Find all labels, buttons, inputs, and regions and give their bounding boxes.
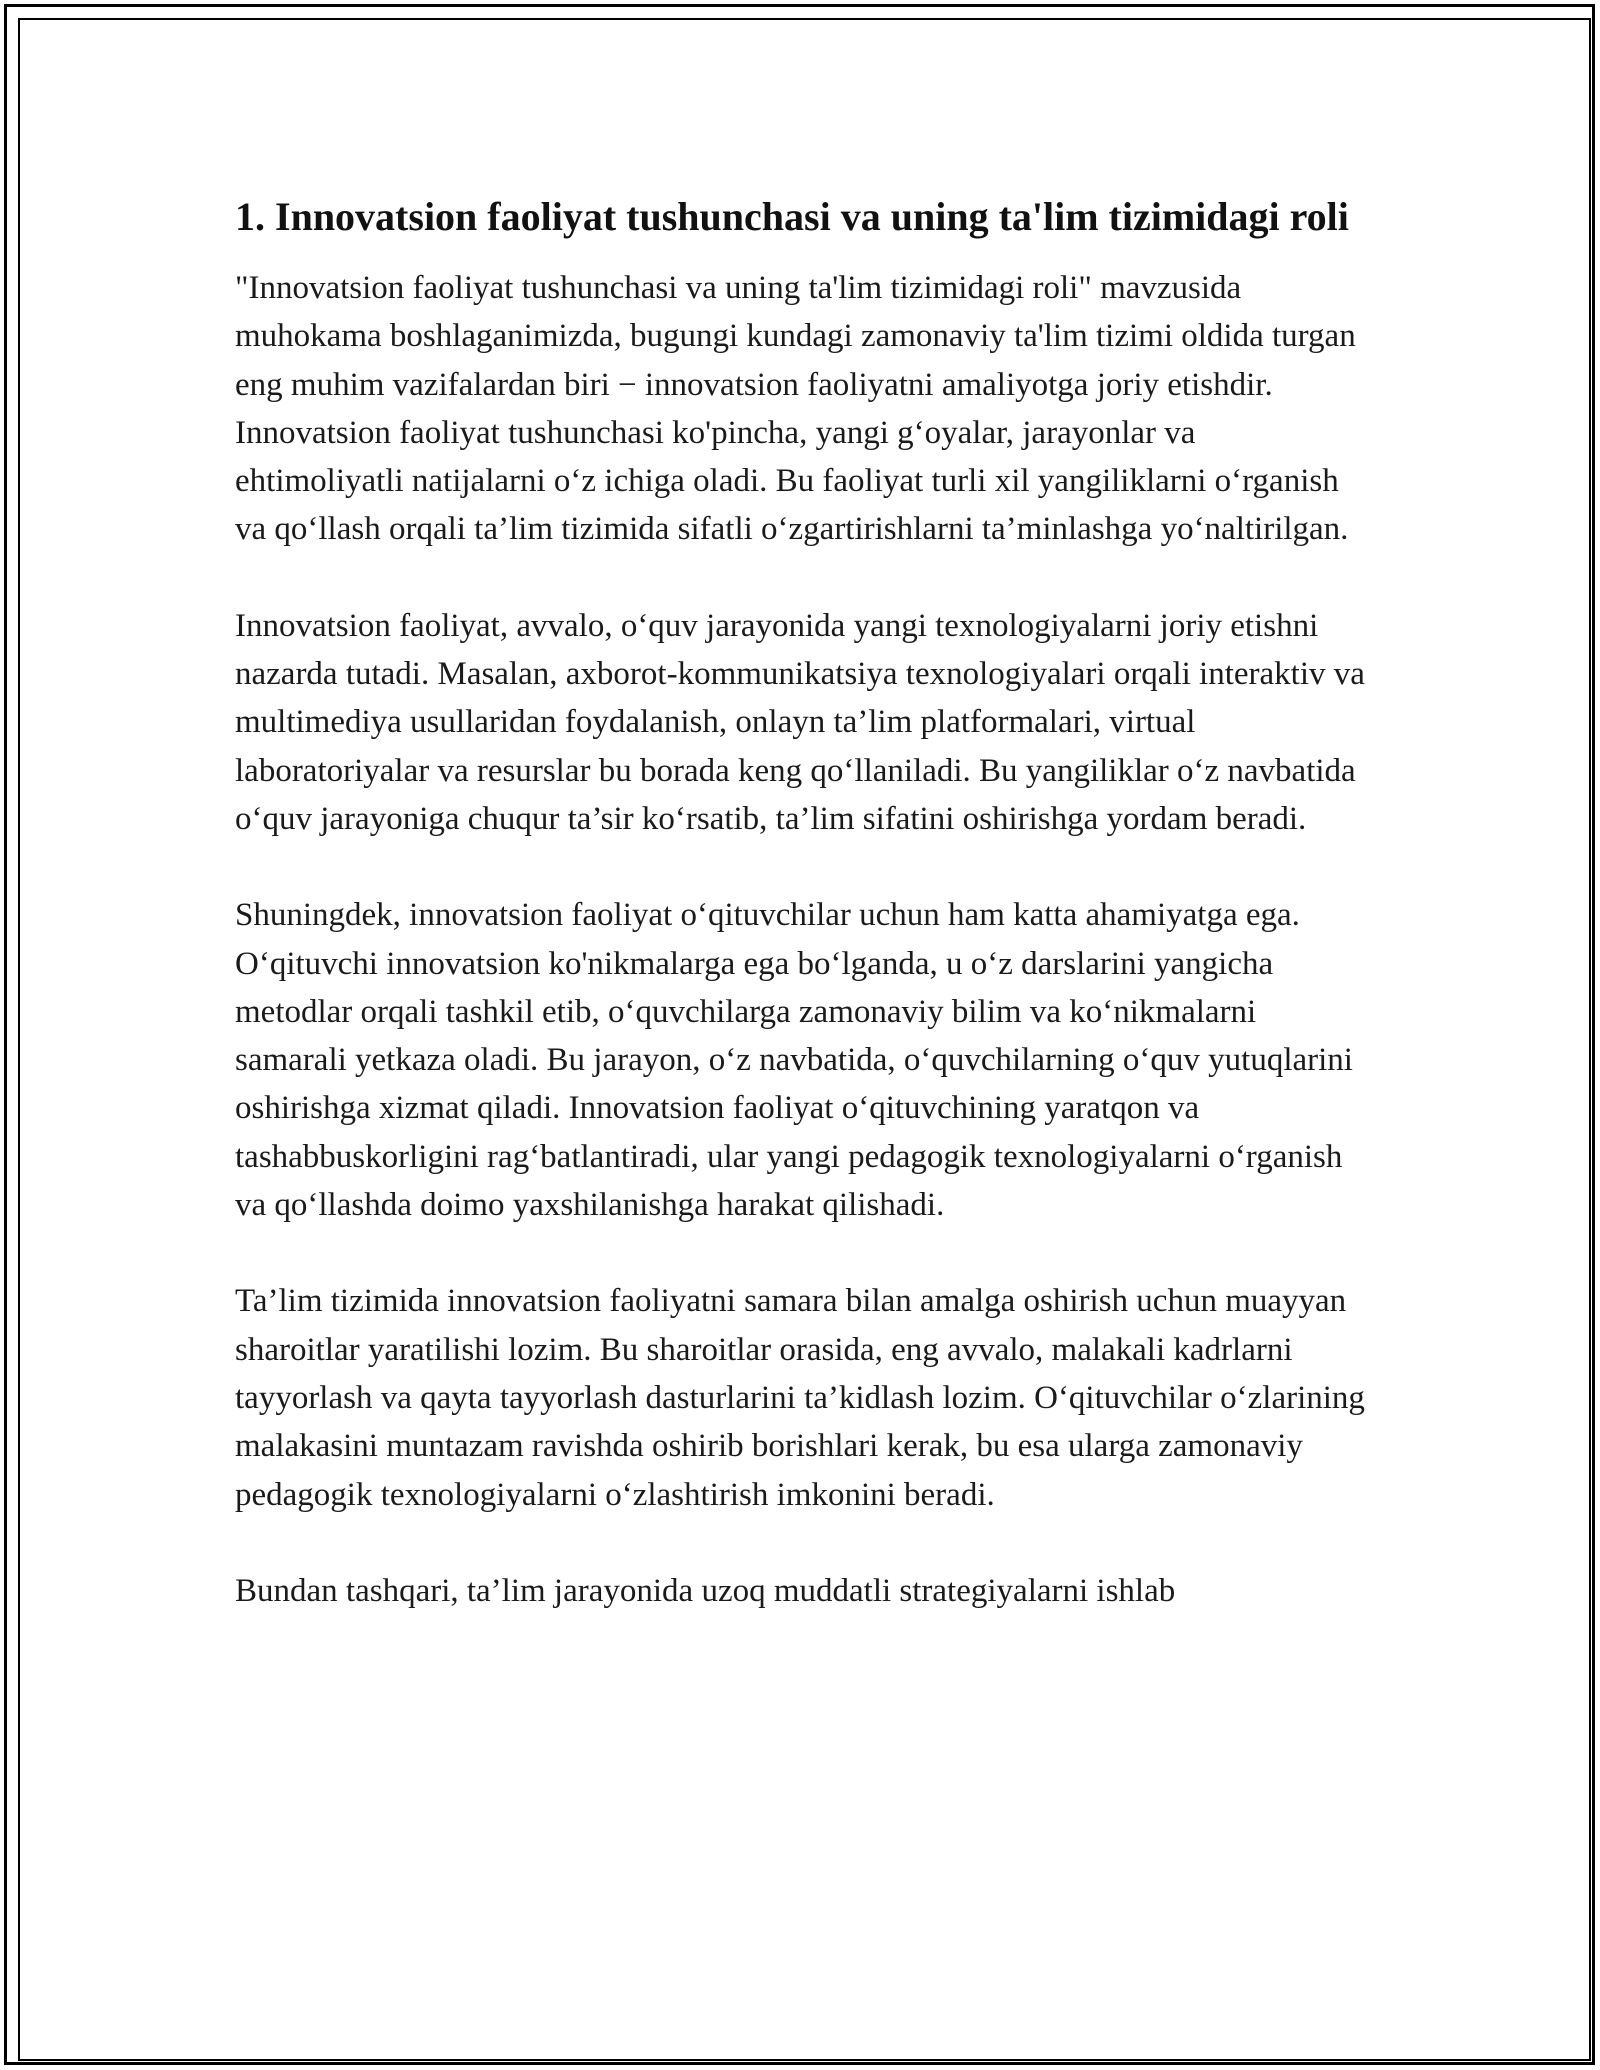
paragraph-5: Bundan tashqari, ta’lim jarayonida uzoq muddatli strategiyalarni ishlab: [235, 1572, 1176, 1609]
document-body: [235, 190, 1365, 1663]
paragraph-2: Innovatsion faoliyat, avvalo, o‘quv jarayonida yangi texnologiyalarni joriy etishni nazarda tutadi. Masalan, axborot-kommunikatsiya texnologiyalari orqali interaktiv va multimediya usullaridan foydalanish, onlayn ta’lim platformalari, virtual laboratoriyalar va resurslar bu borada keng qo‘llaniladi. Bu yangiliklar o‘z navbatida o‘quv jarayoniga chuqur ta’sir ko‘rsatib, ta’lim sifatini oshirishga yordam beradi.: [235, 607, 1365, 837]
paragraph-3: Shuningdek, innovatsion faoliyat o‘qituvchilar uchun ham katta ahamiyatga ega. O‘qituvchi innovatsion ko'nikmalarga ega bo‘lganda, u o‘z darslarini yangicha metodlar orqali tashkil etib, o‘quvchilarga zamonaviy bilim va ko‘nikmalarni samarali yetkaza oladi. Bu jarayon, o‘z navbatida, o‘quvchilarning o‘quv yutuqlarini oshirishga xizmat qiladi. Innovatsion faoliyat o‘qituvchining yaratqon va tashabbuskorligini rag‘batlantiradi, ular yangi pedagogik texnologiyalarni o‘rganish va qo‘llashda doimo yaxshilanishga harakat qilishadi.: [235, 897, 1353, 1224]
paragraph-1: "Innovatsion faoliyat tushunchasi va uning ta'lim tizimidagi roli" mavzusida muhokama boshlaganimizda, bugungi kundagi zamonaviy ta'lim tizimi oldida turgan eng muhim vazifalardan biri − innovatsion faoliyatni amaliyotga joriy etishdir. Innovatsion faoliyat tushunchasi ko'pincha, yangi g‘oyalar, jarayonlar va ehtimoliyatli natijalarni o‘z ichiga oladi. Bu faoliyat turli xil yangiliklarni o‘rganish va qo‘llash orqali ta’lim tizimida sifatli o‘zgartirishlarni ta’minlashga yo‘naltirilgan.: [235, 270, 1356, 548]
paragraph-4: Ta’lim tizimida innovatsion faoliyatni samara bilan amalga oshirish uchun muayyan sharoitlar yaratilishi lozim. Bu sharoitlar orasida, eng avvalo, malakali kadrlarni tayyorlash va qayta tayyorlash dasturlarini ta’kidlash lozim. O‘qituvchilar o‘zlarining malakasini muntazam ravishda oshirib borishlari kerak, bu esa ularga zamonaviy pedagogik texnologiyalarni o‘zlashtirish imkonini beradi.: [235, 1283, 1365, 1513]
section-heading: 1. Innovatsion faoliyat tushunchasi va uning ta'lim tizimidagi roli: [235, 194, 1349, 239]
